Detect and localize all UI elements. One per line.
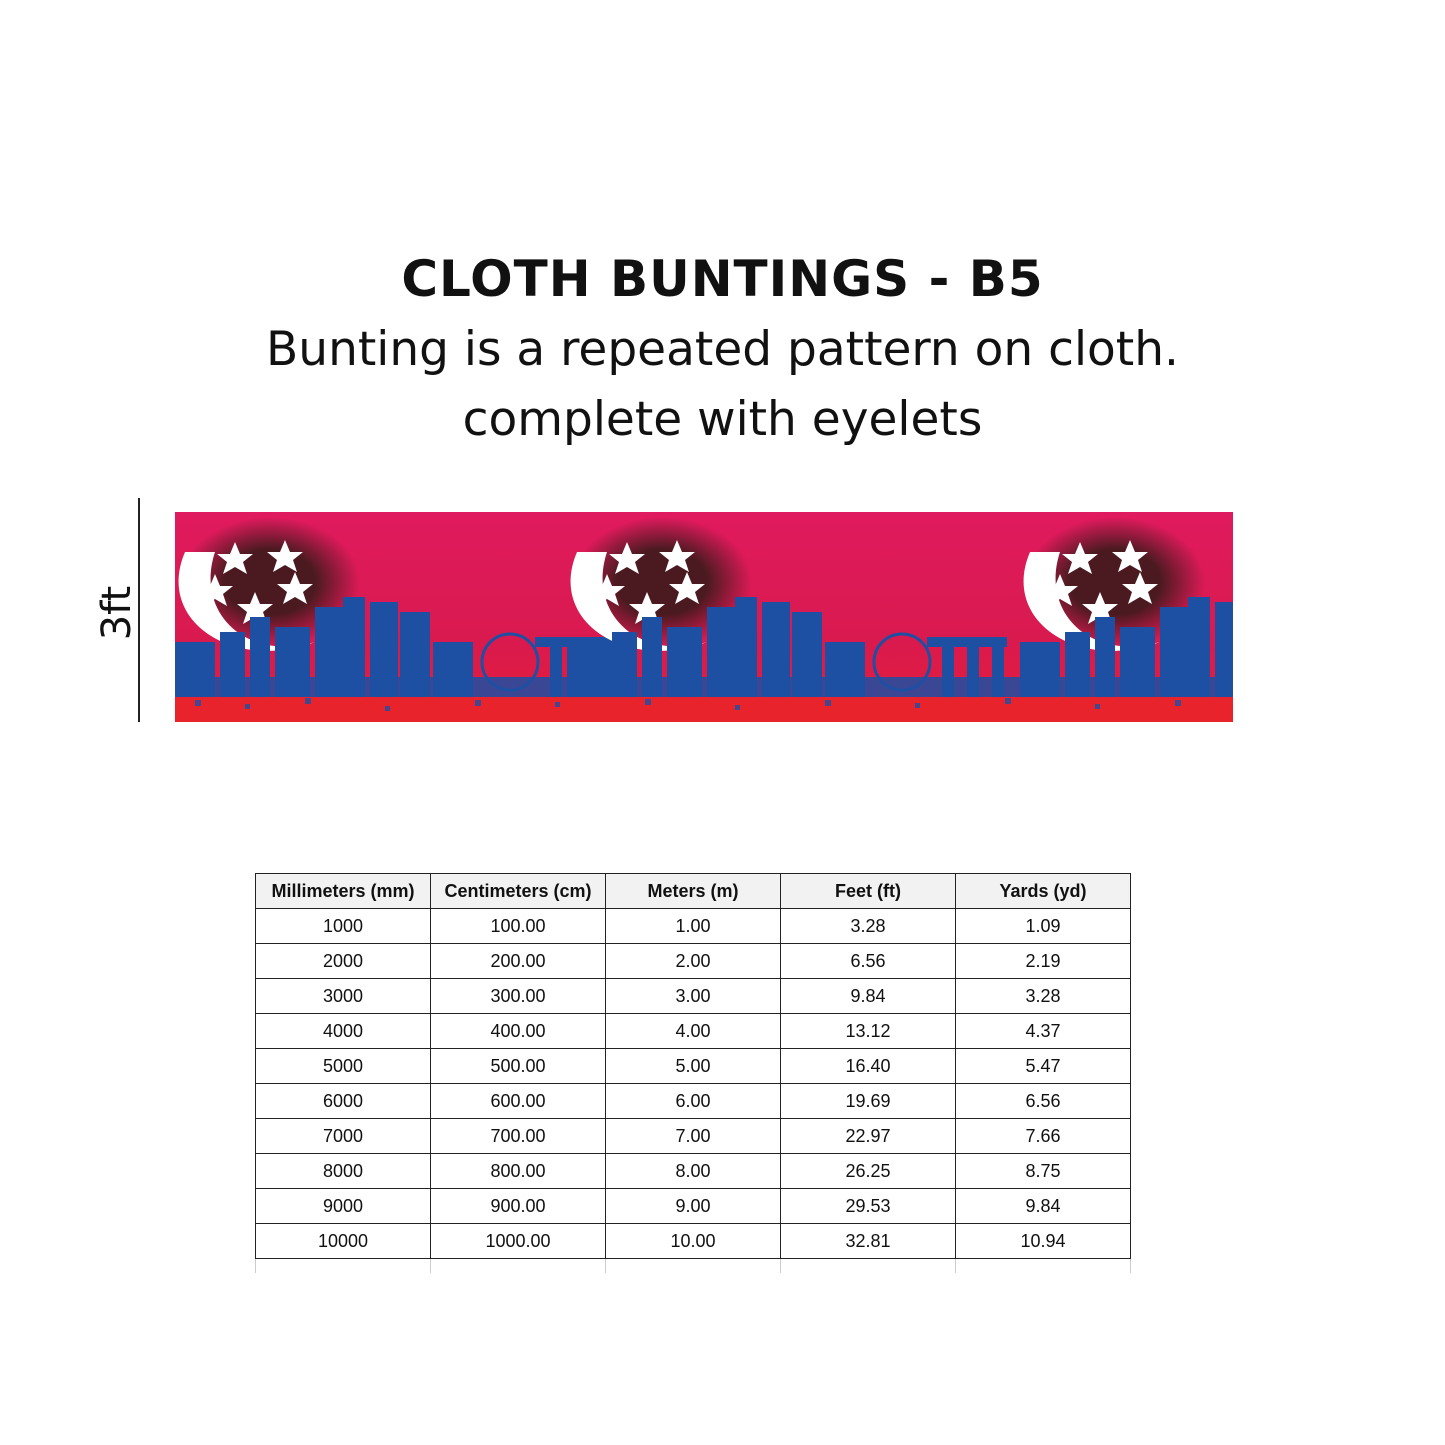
table-cell: 200.00 [431,944,606,979]
col-header-m: Meters (m) [606,874,781,909]
table-cell: 7000 [256,1119,431,1154]
table-cell: 9.84 [956,1189,1131,1224]
table-row [256,944,1131,979]
table-row [256,1189,1131,1224]
table-cell: 9000 [256,1189,431,1224]
table-row [256,1119,1131,1154]
bunting-banner-image [175,512,1233,722]
subtitle-line-1: Bunting is a repeated pattern on cloth. [266,322,1179,377]
subtitle-line-2: complete with eyelets [462,392,983,447]
table-cell: 6.56 [781,944,956,979]
table-cell: 1000 [256,909,431,944]
unit-conversion-table [255,873,1131,1273]
col-header-mm: Millimeters (mm) [256,874,431,909]
table-cell: 13.12 [781,1014,956,1049]
table-row [256,1014,1131,1049]
col-header-yd: Yards (yd) [956,874,1131,909]
table-cell: 22.97 [781,1119,956,1154]
table-cell: 1.00 [606,909,781,944]
table-header-row [256,874,1131,909]
table-cell: 900.00 [431,1189,606,1224]
table-tail-cell [781,1259,956,1274]
table-cell: 6.56 [956,1084,1131,1119]
table-cell: 32.81 [781,1224,956,1259]
table-row [256,1049,1131,1084]
table-row [256,909,1131,944]
table-cell: 3000 [256,979,431,1014]
table-cell: 300.00 [431,979,606,1014]
table-row [256,1084,1131,1119]
table-cell: 2.00 [606,944,781,979]
col-header-cm: Centimeters (cm) [431,874,606,909]
table-cell: 4.37 [956,1014,1131,1049]
table-cell: 100.00 [431,909,606,944]
table-cell: 10.94 [956,1224,1131,1259]
table-cell: 8.75 [956,1154,1131,1189]
table-cell: 700.00 [431,1119,606,1154]
table-cell: 10000 [256,1224,431,1259]
height-dimension-label: 3ft [94,585,140,641]
table-cell: 4000 [256,1014,431,1049]
table-cell: 5.47 [956,1049,1131,1084]
table-cell: 1000.00 [431,1224,606,1259]
table-cell: 600.00 [431,1084,606,1119]
table-cell: 8000 [256,1154,431,1189]
table-cell: 3.28 [781,909,956,944]
table-row [256,1224,1131,1259]
table-cell: 7.66 [956,1119,1131,1154]
table-cell: 2.19 [956,944,1131,979]
table-tail-row [256,1259,1131,1274]
table-cell: 7.00 [606,1119,781,1154]
table-cell: 1.09 [956,909,1131,944]
table-row [256,1154,1131,1189]
table-tail-cell [431,1259,606,1274]
table-cell: 6000 [256,1084,431,1119]
table-cell: 400.00 [431,1014,606,1049]
table-cell: 5000 [256,1049,431,1084]
table-row [256,979,1131,1014]
table-cell: 9.00 [606,1189,781,1224]
page-title: CLOTH BUNTINGS - B5 [401,250,1044,308]
table-cell: 10.00 [606,1224,781,1259]
table-cell: 3.00 [606,979,781,1014]
table-tail-cell [256,1259,431,1274]
table-cell: 500.00 [431,1049,606,1084]
table-cell: 3.28 [956,979,1131,1014]
col-header-ft: Feet (ft) [781,874,956,909]
table-tail-cell [956,1259,1131,1274]
table-cell: 2000 [256,944,431,979]
table-cell: 16.40 [781,1049,956,1084]
table-tail-cell [606,1259,781,1274]
table-cell: 800.00 [431,1154,606,1189]
table-cell: 26.25 [781,1154,956,1189]
table-cell: 9.84 [781,979,956,1014]
table-cell: 19.69 [781,1084,956,1119]
table-cell: 5.00 [606,1049,781,1084]
table-cell: 8.00 [606,1154,781,1189]
table-cell: 6.00 [606,1084,781,1119]
table-cell: 29.53 [781,1189,956,1224]
table-cell: 4.00 [606,1014,781,1049]
